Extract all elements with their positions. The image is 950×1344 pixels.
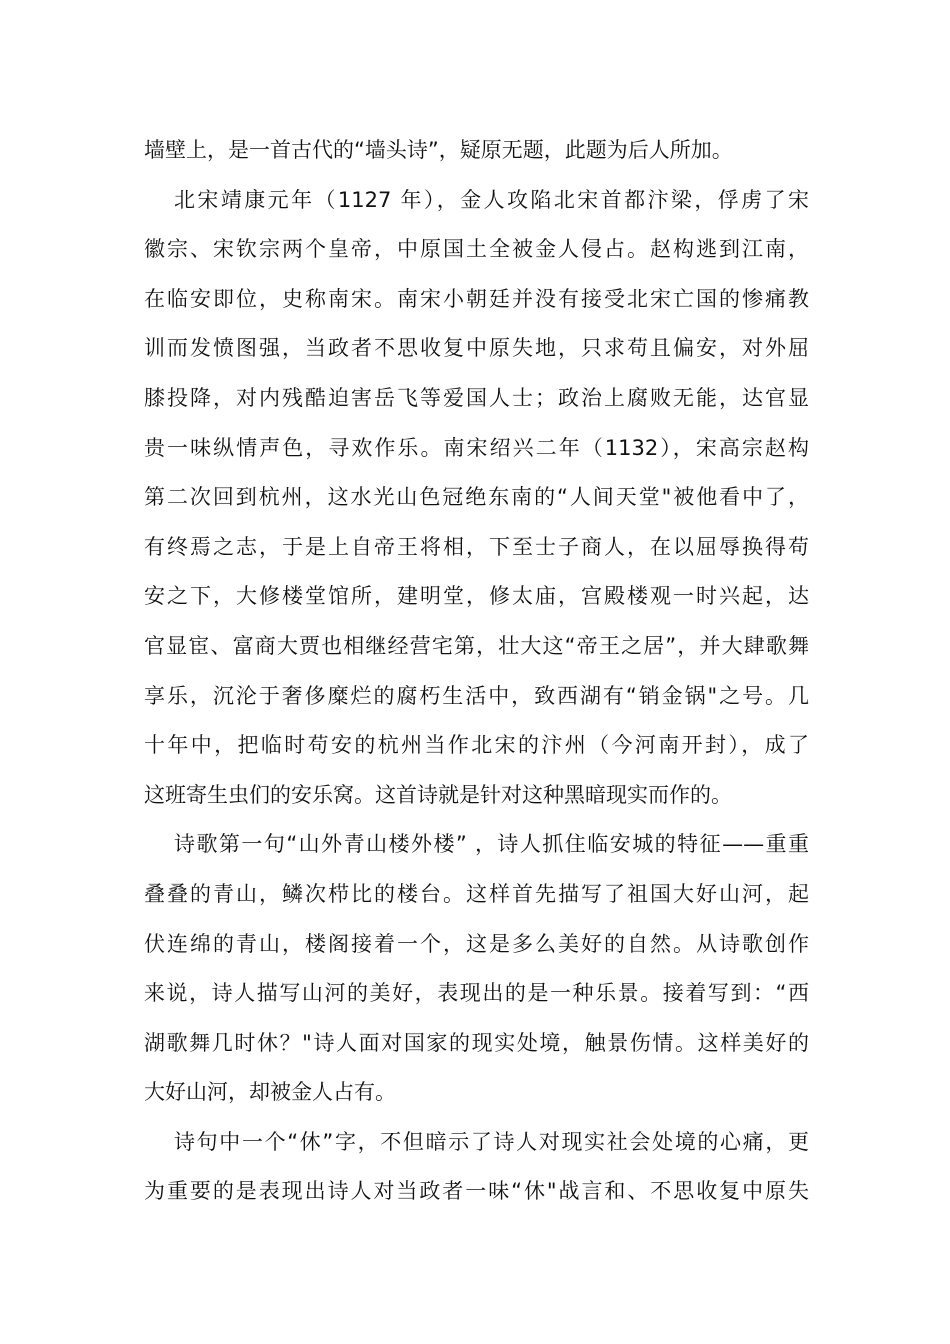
text-line: 诗句中一个“休”字，不但暗示了诗人对现实社会处境的心痛，更 bbox=[174, 1129, 809, 1154]
text-line: 十年中，把临时苟安的杭州当作北宋的汴州（今河南开封），成了 bbox=[144, 733, 809, 758]
text-line: 大好山河，却被金人占有。 bbox=[144, 1080, 396, 1105]
text-line: 湖歌舞几时休？"诗人面对国家的现实处境，触景伤情。这样美好的 bbox=[144, 1030, 809, 1055]
text-line: 官显宦、富商大贾也相继经营宅第，壮大这“帝王之居”，并大肆歌舞 bbox=[144, 633, 809, 658]
text-line: 贵一味纵情声色，寻欢作乐。南宋绍兴二年（1132），宋高宗赵构 bbox=[144, 435, 809, 460]
text-line: 第二次回到杭州，这水光山色冠绝东南的“人间天堂"被他看中了， bbox=[144, 485, 809, 510]
text-line: 徽宗、宋钦宗两个皇帝，中原国土全被金人侵占。赵构逃到江南， bbox=[144, 237, 809, 262]
text-line: 伏连绵的青山，楼阁接着一个，这是多么美好的自然。从诗歌创作 bbox=[144, 931, 809, 956]
text-line: 训而发愤图强，当政者不思收复中原失地，只求苟且偏安，对外屈 bbox=[144, 336, 809, 361]
text-line: 膝投降，对内残酷迫害岳飞等爱国人士；政治上腐败无能，达官显 bbox=[144, 385, 809, 410]
text-line: 北宋靖康元年（1127 年），金人攻陷北宋首都汴梁，俘虏了宋 bbox=[174, 187, 809, 212]
document-body bbox=[144, 126, 809, 1217]
text-line: 为重要的是表现出诗人对当政者一味“休"战言和、不思收复中原失 bbox=[144, 1179, 809, 1204]
text-line: 墙壁上，是一首古代的“墙头诗”，疑原无题，此题为后人所加。 bbox=[144, 138, 733, 162]
text-line: 这班寄生虫们的安乐窝。这首诗就是针对这种黑暗现实而作的。 bbox=[144, 782, 732, 807]
text-line: 在临安即位，史称南宋。南宋小朝廷并没有接受北宋亡国的惨痛教 bbox=[144, 286, 809, 311]
text-line: 有终焉之志，于是上自帝王将相，下至士子商人，在以屈辱换得苟 bbox=[144, 534, 809, 559]
text-line: 安之下，大修楼堂馆所，建明堂，修太庙，宫殿楼观一时兴起，达 bbox=[144, 584, 809, 609]
text-line: 诗歌第一句“山外青山楼外楼” ，诗人抓住临安城的特征——重重 bbox=[174, 832, 809, 857]
text-line: 享乐，沉沦于奢侈糜烂的腐朽生活中，致西湖有“销金锅"之号。几 bbox=[144, 683, 809, 708]
text-line: 来说，诗人描写山河的美好，表现出的是一种乐景。接着写到：“西 bbox=[144, 981, 809, 1006]
text-line: 叠叠的青山，鳞次栉比的楼台。这样首先描写了祖国大好山河，起 bbox=[144, 881, 809, 906]
